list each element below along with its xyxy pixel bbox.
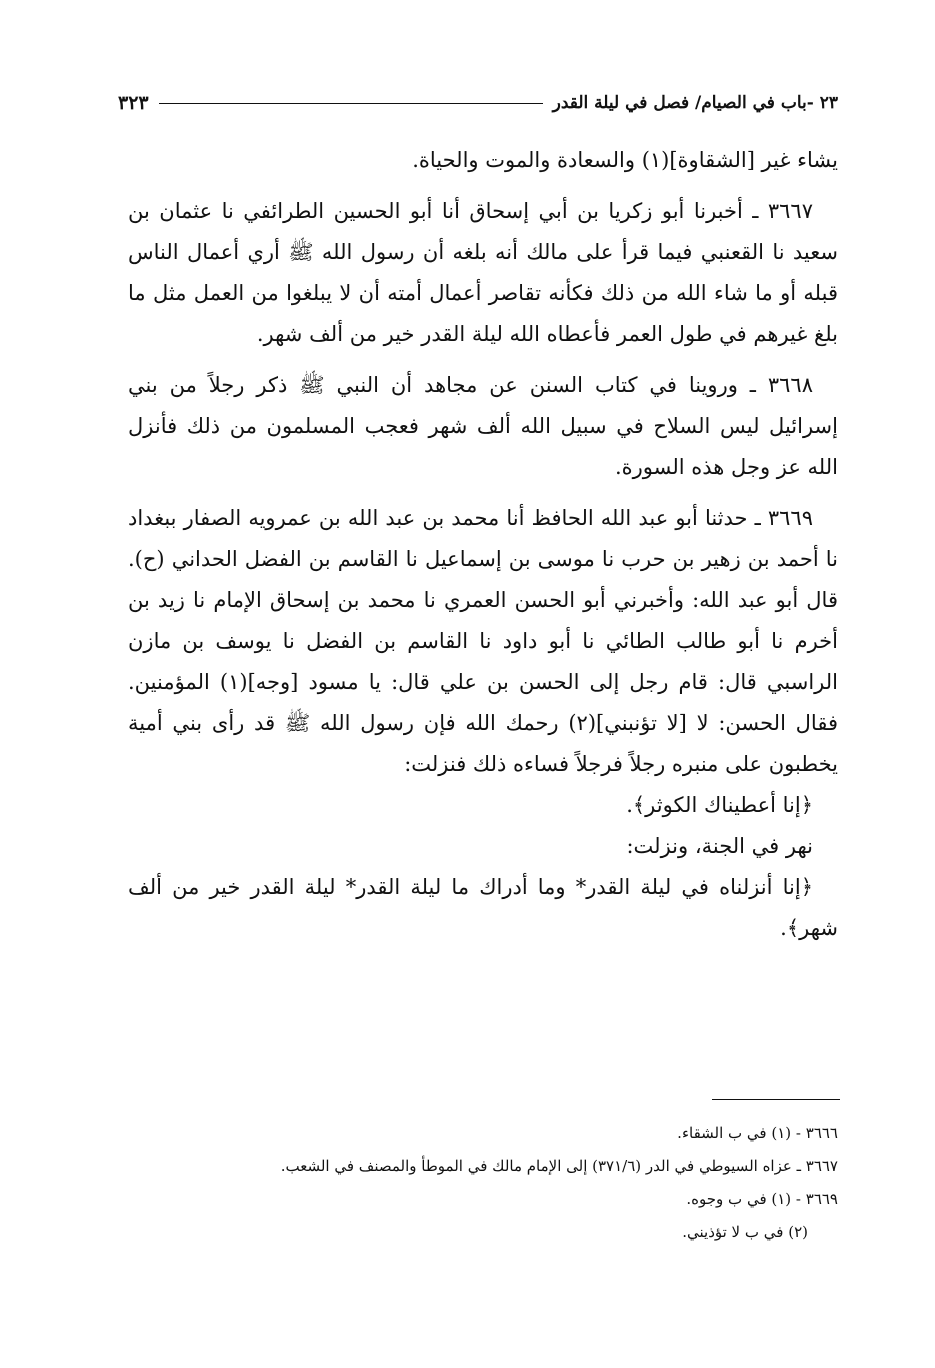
footnote-3669-2: (٢) في ب لا تؤذيني.	[682, 1223, 808, 1241]
hadith-3669: ٣٦٦٩ ـ حدثنا أبو عبد الله الحافظ أنا محمد بن عبد الله بن عمرويه الصفار ببغداد نا أحمد بن زهير بن حرب نا موسى بن إسماعيل نا القاسم بن الفضل الحداني (ح). قال أبو عبد الله: وأخبرني أبو الحسن العمري نا محمد بن إسحاق الإمام نا زيد بن أخرم نا أبو طالب الطائي نا أبو داود نا القاسم بن الفضل نا يوسف بن مازن الراسبي قال: قام رجل إلى الحسن بن علي قال: يا مسود [وجه](١) المؤمنين. فقال الحسن: لا [لا تؤنبني](٢) رحمك الله فإن رسول الله ﷺ قد رأى بني أمية يخطبون على منبره رجلاً فرجلاً فساءه ذلك فنزلت:	[128, 506, 838, 776]
footnote-3666: ٣٦٦٦ - (١) في ب الشقاء.	[677, 1124, 838, 1142]
chapter-title: ٢٣ -باب في الصيام/ فصل في ليلة القدر	[552, 93, 838, 113]
hadith-3668: ٣٦٦٨ ـ وروينا في كتاب السنن عن مجاهد أن النبي ﷺ ذكر رجلاً من بني إسرائيل ليس السلاح في سبيل الله ألف شهر فعجب المسلمون من ذلك فأنزل الله عز وجل هذه السورة.	[128, 373, 838, 479]
running-header	[118, 88, 838, 118]
footnote-separator	[712, 1099, 840, 1100]
footnote-3669-1: ٣٦٦٩ - (١) في ب وجوه.	[686, 1190, 838, 1208]
paragraph-nahr: نهر في الجنة، ونزلت:	[626, 834, 813, 858]
quran-verse-qadr: ﴿إنا أنزلناه في ليلة القدر* وما أدراك ما ليلة القدر* ليلة القدر خير من ألف شهر﴾.	[128, 875, 838, 940]
header-rule	[159, 103, 543, 104]
footnotes	[180, 1118, 838, 1250]
quran-verse-kawthar: ﴿إنا أعطيناك الكوثر﴾.	[626, 793, 813, 817]
footnote-3667: ٣٦٦٧ ـ عزاه السيوطي في الدر (٣٧١/٦) إلى الإمام مالك في الموطأ والمصنف في الشعب.	[280, 1157, 838, 1175]
page-number: ٣٢٣	[118, 92, 149, 114]
paragraph-continuation: يشاء غير [الشقاوة](١) والسعادة والموت والحياة.	[412, 148, 838, 172]
main-text	[128, 140, 838, 949]
hadith-3667: ٣٦٦٧ ـ أخبرنا أبو زكريا بن أبي إسحاق أنا أبو الحسين الطرائفي نا عثمان بن سعيد نا القعنبي فيما قرأ على مالك أنه بلغه أن رسول الله ﷺ أري أعمال الناس قبله أو ما شاء الله من ذلك فكأنه تقاصر أعمال أمته أن لا يبلغوا من العمل مثل ما بلغ غيرهم في طول العمر فأعطاه الله ليلة القدر خير من ألف شهر.	[128, 199, 839, 346]
